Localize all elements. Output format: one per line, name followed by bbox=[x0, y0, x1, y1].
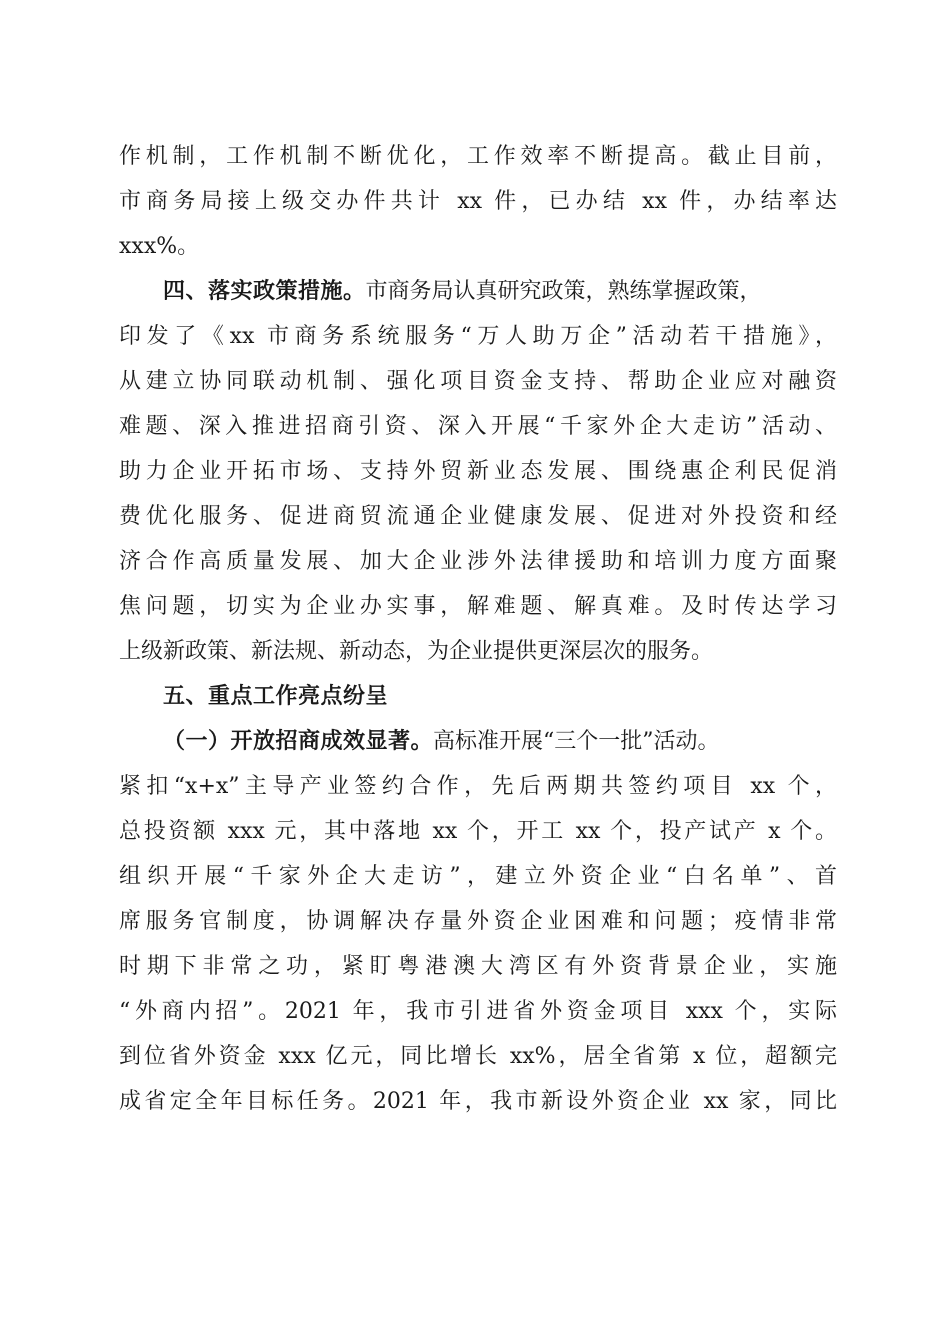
subsection-1-heading: （一）开放招商成效显著。 bbox=[163, 729, 434, 754]
paragraph-line: 印发了《xx 市商务系统服务“万人助万企”活动若干措施》， bbox=[119, 324, 837, 349]
paragraph-line: 费优化服务、促进商贸流通企业健康发展、促进对外投资和经 bbox=[119, 504, 837, 529]
section-4-first-line bbox=[163, 270, 837, 314]
paragraph-line: 成省定全年目标任务。2021 年，我市新设外资企业 xx 家，同比 bbox=[119, 1089, 837, 1114]
paragraph-line: 上级新政策、新法规、新动态，为企业提供更深层次的服务。 bbox=[119, 639, 714, 664]
paragraph-line: 焦问题，切实为企业办实事，解难题、解真难。及时传达学习 bbox=[119, 594, 837, 619]
section-4-text: 市商务局认真研究政策，熟练掌握政策， bbox=[365, 279, 762, 304]
paragraph-line: “外商内招”。2021 年，我市引进省外资金项目 xxx 个，实际 bbox=[119, 999, 837, 1024]
section-5-heading: 五、重点工作亮点纷呈 bbox=[163, 684, 389, 709]
paragraph-line: 席服务官制度，协调解决存量外资企业困难和问题；疫情非常 bbox=[119, 909, 837, 934]
paragraph-line: 作机制，工作机制不断优化，工作效率不断提高。截止目前， bbox=[119, 144, 837, 169]
paragraph-line: 到位省外资金 xxx 亿元，同比增长 xx%，居全省第 x 位，超额完 bbox=[119, 1044, 837, 1069]
paragraph-line: 总投资额 xxx 元，其中落地 xx 个，开工 xx 个，投产试产 x 个。 bbox=[119, 819, 837, 844]
paragraph-line: 济合作高质量发展、加大企业涉外法律援助和培训力度方面聚 bbox=[119, 549, 837, 574]
paragraph-line: 紧扣“x+x”主导产业签约合作，先后两期共签约项目 xx 个， bbox=[119, 774, 837, 799]
paragraph-line: 组织开展“千家外企大走访”，建立外资企业“白名单”、首 bbox=[119, 864, 837, 889]
paragraph-line: 难题、深入推进招商引资、深入开展“千家外企大走访”活动、 bbox=[119, 414, 837, 439]
subsection-1-first-line bbox=[163, 720, 837, 764]
paragraph-line: xxx%。 bbox=[119, 234, 200, 259]
paragraph-line: 时期下非常之功，紧盯粤港澳大湾区有外资背景企业，实施 bbox=[119, 954, 837, 979]
subsection-1-text: 高标准开展“三个一批”活动。 bbox=[433, 729, 720, 754]
paragraph-line: 从建立协同联动机制、强化项目资金支持、帮助企业应对融资 bbox=[119, 369, 837, 394]
paragraph-line: 市商务局接上级交办件共计 xx 件，已办结 xx 件，办结率达 bbox=[119, 189, 837, 214]
section-4-heading: 四、落实政策措施。 bbox=[163, 279, 366, 304]
paragraph-line: 助力企业开拓市场、支持外贸新业态发展、围绕惠企利民促消 bbox=[119, 459, 837, 484]
